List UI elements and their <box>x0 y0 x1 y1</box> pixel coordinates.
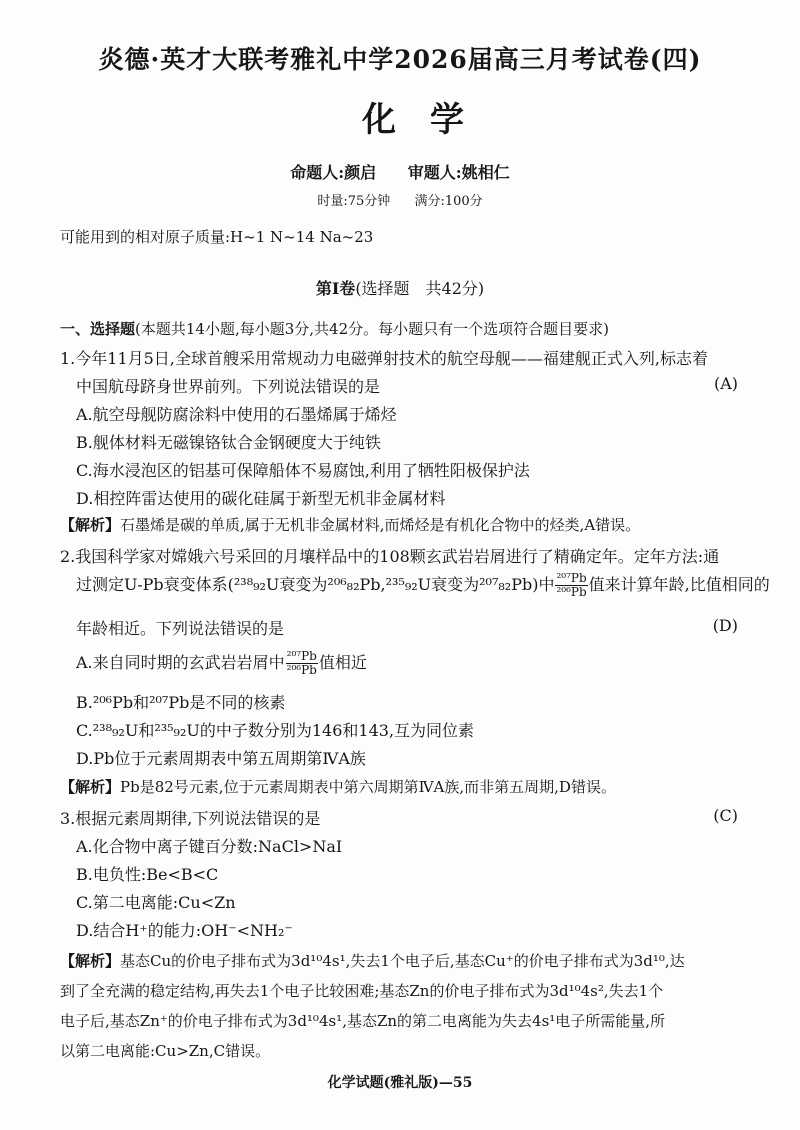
part-title: 第Ⅰ卷(选择题 共42分) <box>315 279 485 298</box>
q1-stem-line2: 中国航母跻身世界前列。下列说法错误的是 <box>76 377 381 396</box>
atomic-masses: 可能用到的相对原子质量:H~1 N~14 Na~23 <box>60 228 374 246</box>
q1-option-d: D.相控阵雷达使用的碳化硅属于新型无机非金属材料 <box>76 489 446 508</box>
q3-analysis-line4: 以第二电离能:Cu>Zn,C错误。 <box>60 1042 271 1060</box>
q1-option-b: B.舰体材料无磁镍铬钛合金钢硬度大于纯铁 <box>76 433 381 452</box>
setter: 命题人:颜启 <box>290 163 377 182</box>
q2-answer: (D) <box>712 616 738 635</box>
exam-title: 炎德·英才大联考雅礼中学2026届高三月考试卷(四) <box>98 45 702 74</box>
q1-option-c: C.海水浸泡区的铝基可保障船体不易腐蚀,利用了牺牲阳极保护法 <box>76 461 530 480</box>
q2-option-d: D.Pb位于元素周期表中第五周期第ⅣA族 <box>76 749 366 768</box>
q2-ratio-fraction: $\frac{\text{²⁰⁷Pb}}{\text{²⁰⁶Pb}}$ <box>556 571 587 599</box>
q1-stem-line1: 1.今年11月5日,全球首艘采用常规动力电磁弹射技术的航空母舰——福建舰正式入列,标志着 <box>60 349 708 368</box>
section-heading: 一、选择题(本题共14小题,每小题3分,共42分。每小题只有一个选项符合题目要求) <box>60 320 609 338</box>
q2-option-a: A.来自同时期的玄武岩岩屑中 $\frac{\text{²⁰⁷Pb}}{\text{²⁰⁶Pb}}$ 值相近 <box>76 649 367 677</box>
q3-option-b: B.电负性:Be<B<C <box>76 865 219 884</box>
q3-option-a: A.化合物中离子键百分数:NaCl>NaI <box>76 837 343 856</box>
q2-stem-line3: 年龄相近。下列说法错误的是 <box>76 619 285 638</box>
q2-stem-line1: 2.我国科学家对嫦娥六号采回的月壤样品中的108颗玄武岩岩屑进行了精确定年。定年方法:通 <box>60 547 720 566</box>
q2-stem-line2: 过测定U-Pb衰变体系(²³⁸₉₂U衰变为²⁰⁶₈₂Pb,²³⁵₉₂U衰变为²⁰⁷₈₂Pb)中 $\frac{\text{²⁰⁷Pb}}{\text{²⁰⁶Pb}}$ 值来计算年龄,比值相同的 <box>76 571 770 599</box>
q3-stem: 3.根据元素周期律,下列说法错误的是 <box>60 809 321 828</box>
reviewer: 审题人:姚相仁 <box>407 163 510 182</box>
q2-analysis: 【解析】Pb是82号元素,位于元素周期表中第六周期第ⅣA族,而非第五周期,D错误。 <box>60 778 616 796</box>
time-limit: 时量:75分钟 <box>317 194 391 209</box>
q3-option-c: C.第二电离能:Cu<Zn <box>76 893 236 912</box>
q3-option-d: D.结合H⁺的能力:OH⁻<NH₂⁻ <box>76 921 293 940</box>
q1-analysis: 【解析】石墨烯是碳的单质,属于无机非金属材料,而烯烃是有机化合物中的烃类,A错误。 <box>60 516 641 534</box>
timing-line <box>0 190 800 209</box>
q3-analysis-line1: 【解析】基态Cu的价电子排布式为3d¹⁰4s¹,失去1个电子后,基态Cu⁺的价电子排布式为3d¹⁰,达 <box>60 952 685 970</box>
subject-title: 化学 <box>362 100 498 140</box>
full-score: 满分:100分 <box>414 194 483 209</box>
q3-answer: (C) <box>713 806 738 825</box>
q2-option-b: B.²⁰⁶Pb和²⁰⁷Pb是不同的核素 <box>76 693 286 712</box>
page-footer: 化学试题(雅礼版)—55 <box>327 1075 473 1091</box>
q1-option-a: A.航空母舰防腐涂料中使用的石墨烯属于烯烃 <box>76 405 397 424</box>
authors-line <box>0 160 800 183</box>
q2-option-a-fraction: $\frac{\text{²⁰⁷Pb}}{\text{²⁰⁶Pb}}$ <box>286 649 317 677</box>
q1-answer: (A) <box>713 374 738 393</box>
q3-analysis-line2: 到了全充满的稳定结构,再失去1个电子比较困难;基态Zn的价电子排布式为3d¹⁰4s²,失去1个 <box>60 982 664 1000</box>
q3-analysis-line3: 电子后,基态Zn⁺的价电子排布式为3d¹⁰4s¹,基态Zn的第二电离能为失去4s¹电子所需能量,所 <box>60 1012 666 1030</box>
q2-option-c: C.²³⁸₉₂U和²³⁵₉₂U的中子数分别为146和143,互为同位素 <box>76 721 475 740</box>
